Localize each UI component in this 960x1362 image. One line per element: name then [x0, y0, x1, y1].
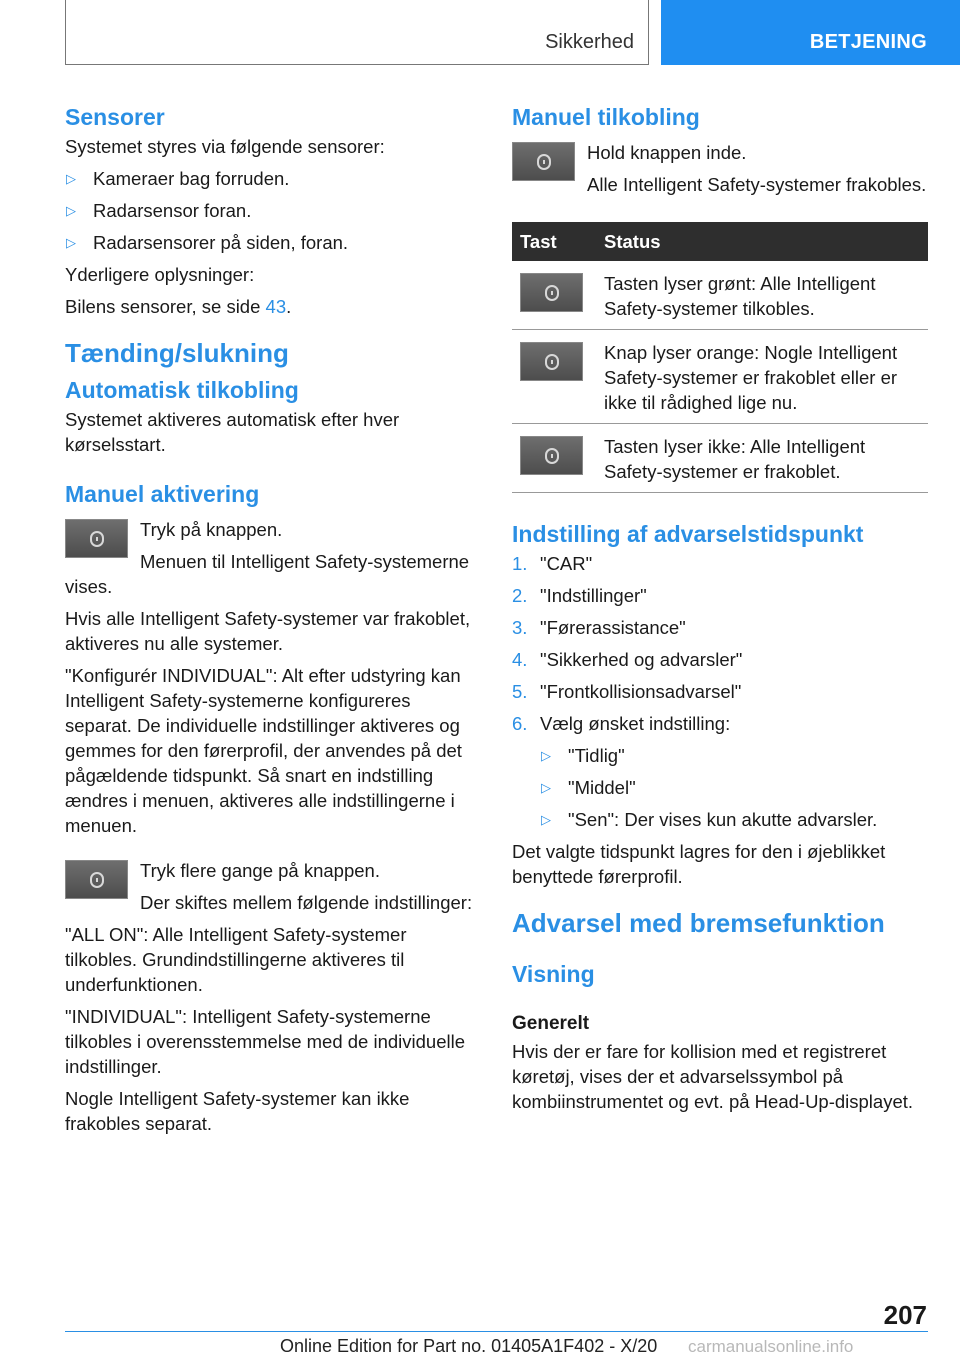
header-section-box [65, 0, 649, 65]
button-instruction [65, 858, 481, 922]
auto-text: Systemet aktiveres automatisk efter hver kørselsstart. [65, 409, 400, 455]
intelligent-safety-button-icon [65, 860, 128, 899]
triangle-right-icon: ▷ [541, 748, 551, 763]
intelligent-safety-button-icon [520, 342, 583, 381]
heading-manuel-aktivering: Manuel aktivering [65, 481, 260, 507]
table-row [512, 261, 928, 330]
triangle-right-icon: ▷ [66, 171, 76, 186]
paragraph: Hvis der er fare for kollision med et registreret køretøj, vises der et advarselssymbol på kombiinstrumentet og evt. på Head-Up-displayet. [512, 1041, 914, 1112]
instruction-line: Tryk på knappen. [140, 519, 283, 540]
list-item: ▷ "Middel" [541, 777, 636, 798]
triangle-right-icon: ▷ [66, 235, 76, 250]
intelligent-safety-button-icon [520, 273, 583, 312]
instruction-line: Alle Intelligent Safety-systemer frakobles. [587, 174, 927, 195]
list-item: 5. "Frontkollisionsadvarsel" [512, 681, 742, 702]
instruction-line: Menuen til Intelligent Safety-systemerne vises. [65, 551, 470, 597]
button-instruction [65, 517, 481, 606]
intelligent-safety-button-icon [512, 142, 575, 181]
paragraph: Det valgte tidspunkt lagres for den i øjeblikket benyttede førerprofil. [512, 841, 886, 887]
options-list [512, 743, 928, 832]
heading-taending: Tænding/slukning [65, 338, 289, 368]
heading-automatisk-tilkobling: Automatisk tilkobling [65, 377, 299, 403]
list-item: 3. "Førerassistance" [512, 617, 686, 638]
list-item: ▷ "Sen": Der vises kun akutte advarsler. [541, 809, 878, 830]
table-header-row [512, 222, 928, 261]
paragraph: "Konfigurér INDIVIDUAL": Alt efter udstyring kan Intelligent Safety-systemerne konfigureres separat. De individuelle indstillinger aktiveres og gemmes for den førerprofil, der anvendes på det pågældende tidspunkt. Så snart en indstilling ændres i menuen, aktiveres alle indstillingerne i menuen. [65, 665, 462, 836]
list-item: ▷ "Tidlig" [541, 745, 625, 766]
intelligent-safety-button-icon [65, 519, 128, 558]
column-header-status: Status [596, 222, 928, 261]
paragraph: Hvis alle Intelligent Safety-systemer var frakoblet, aktiveres nu alle systemer. [65, 608, 471, 654]
table-row [512, 424, 928, 493]
footer-divider [65, 1331, 862, 1332]
list-item: ▷ Radarsensor foran. [66, 200, 252, 221]
heading-manuel-tilkobling: Manuel tilkobling [512, 104, 700, 130]
heading-generelt: Generelt [512, 1013, 590, 1034]
list-item: 6. Vælg ønsket indstilling: [512, 713, 731, 734]
status-cell: Knap lyser orange: Nogle Intelligent Safety-systemer er frakoblet eller er ikke til rådighed lige nu. [596, 330, 928, 424]
steps-list [512, 551, 928, 736]
status-table [512, 222, 928, 493]
sensorer-intro: Systemet styres via følgende sensorer: [65, 136, 385, 157]
triangle-right-icon: ▷ [541, 812, 551, 827]
button-instruction [512, 140, 928, 204]
page-reference-link[interactable]: 43 [265, 296, 287, 317]
footer-edition: Online Edition for Part no. 01405A1F402 - X/20 [280, 1336, 658, 1356]
list-item: 1. "CAR" [512, 553, 593, 574]
status-cell: Tasten lyser ikke: Alle Intelligent Safety-systemer er frakoblet. [596, 424, 928, 493]
status-cell: Tasten lyser grønt: Alle Intelligent Safety-systemer tilkobles. [596, 261, 928, 330]
table-row [512, 330, 928, 424]
page-number: 207 [883, 1300, 927, 1330]
column-header-tast: Tast [512, 222, 596, 261]
triangle-right-icon: ▷ [66, 203, 76, 218]
header-chapter-tab [661, 0, 960, 65]
heading-indstilling: Indstilling af advarselstidspunkt [512, 521, 864, 547]
list-item: 2. "Indstillinger" [512, 585, 647, 606]
paragraph: "ALL ON": Alle Intelligent Safety-systemer tilkobles. Grundindstillingerne aktiveres til underfunktionen. [65, 924, 407, 995]
paragraph: Nogle Intelligent Safety-systemer kan ikke frakobles separat. [65, 1088, 410, 1134]
sensorer-reference: Bilens sensorer, se side 43. [65, 296, 292, 317]
instruction-line: Tryk flere gange på knappen. [140, 860, 380, 881]
heading-advarsel: Advarsel med bremsefunktion [512, 908, 885, 938]
footer-divider [862, 1331, 928, 1332]
footer-watermark: carmanualsonline.info [688, 1337, 854, 1356]
heading-visning: Visning [512, 961, 595, 987]
intelligent-safety-button-icon [520, 436, 583, 475]
instruction-line: Der skiftes mellem følgende indstillinger: [140, 892, 473, 913]
list-item: ▷ Kameraer bag forruden. [66, 168, 290, 189]
sensorer-more: Yderligere oplysninger: [65, 264, 255, 285]
instruction-line: Hold knappen inde. [587, 142, 747, 163]
triangle-right-icon: ▷ [541, 780, 551, 795]
header-section-title: Sikkerhed [545, 31, 634, 53]
sensor-list [65, 166, 481, 255]
left-column [65, 100, 481, 1143]
right-column [512, 100, 928, 1121]
paragraph: "INDIVIDUAL": Intelligent Safety-systemerne tilkobles i overensstemmelse med de individuelle indstillinger. [65, 1006, 465, 1077]
list-item: 4. "Sikkerhed og advarsler" [512, 649, 743, 670]
header-chapter-title: BETJENING [809, 31, 927, 53]
heading-sensorer: Sensorer [65, 104, 165, 130]
list-item: ▷ Radarsensorer på siden, foran. [66, 232, 349, 253]
